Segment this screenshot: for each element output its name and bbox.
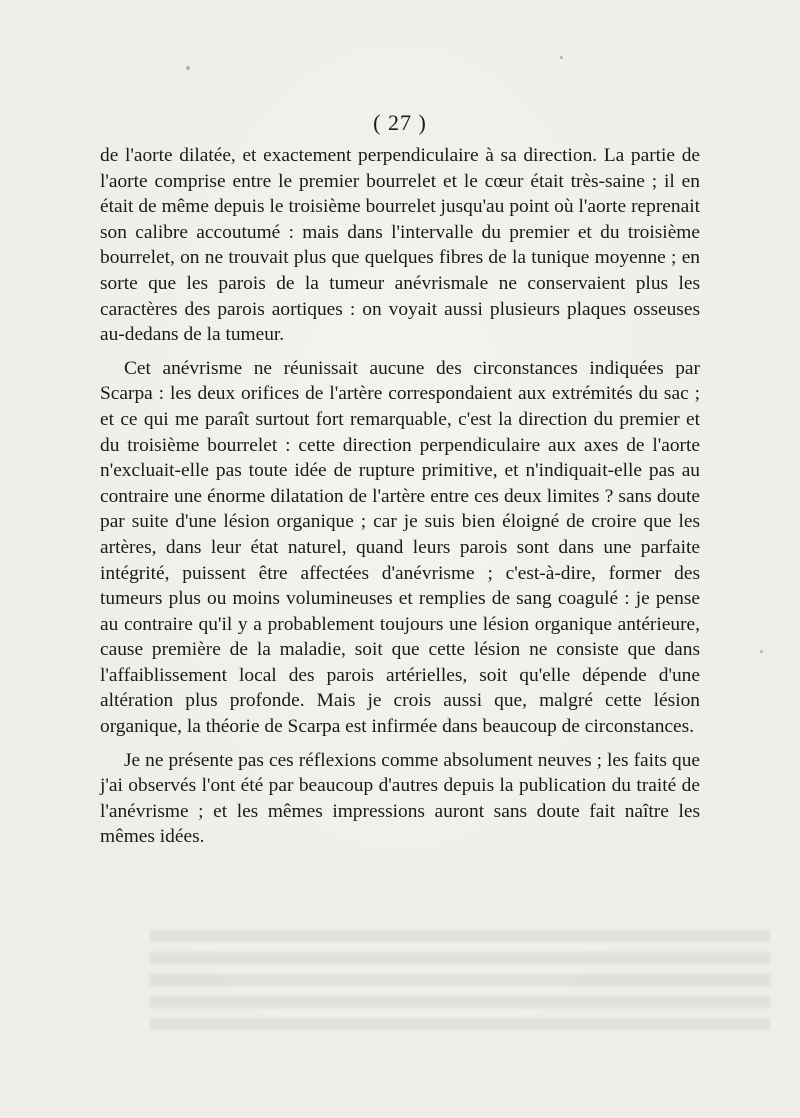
page-number: ( 27 ): [373, 110, 427, 135]
ink-spot: [560, 56, 563, 59]
ink-spot: [760, 650, 763, 653]
paragraph-1: de l'aorte dilatée, et exactement perpendiculaire à sa direction. La partie de l'aorte comprise entre le premier bourrelet et le cœur était très-saine ; il en était de même depuis le troisième bourrelet jusqu'au point où l'aorte reprenait son calibre accoutumé : mais dans l'intervalle du premier et du troisième bourrelet, on ne trouvait plus que quelques fibres de la tunique moyenne ; en sorte que les parois de la tumeur anévrismale ne conservaient plus les caractères des parois aortiques : on voyait aussi plusieurs plaques osseuses au-dedans de la tumeur.: [100, 145, 700, 346]
body-text: [100, 143, 700, 850]
paragraph-2: Cet anévrisme ne réunissait aucune des circonstances indiquées par Scarpa : les deux orifices de l'artère correspondaient aux extrémités du sac ; et ce qui me paraît surtout fort remarquable, c'est la direction du premier et du troisième bourrelet : cette direction perpendiculaire aux axes de l'aorte n'excluait-elle pas toute idée de rupture primitive, et n'indiquait-elle pas au contraire une énorme dilatation de l'artère entre ces deux limites ? sans doute par suite d'une lésion organique ; car je suis bien éloigné de croire que les artères, dans leur état naturel, quand leurs parois sont dans une parfaite intégrité, puissent être affectées d'anévrisme ; c'est-à-dire, former des tumeurs plus ou moins volumineuses et remplies de sang coagulé : je pense au contraire qu'il y a probablement toujours une lésion organique antérieure, cause première de la maladie, soit que cette lésion ne consiste que dans l'affaiblissement local des parois artérielles, soit qu'elle dépende d'une altération plus profonde. Mais je crois aussi que, malgré cette lésion organique, la théorie de Scarpa est infirmée dans beaucoup de circonstances.: [100, 357, 700, 738]
ink-spot: [186, 66, 190, 70]
paragraph-3: Je ne présente pas ces réflexions comme absolument neuves ; les faits que j'ai observés l'ont été par beaucoup d'autres depuis la publication du traité de l'anévrisme ; et les mêmes impressions auront sans doute fait naître les mêmes idées.: [100, 749, 700, 848]
show-through-text: [150, 920, 770, 1040]
